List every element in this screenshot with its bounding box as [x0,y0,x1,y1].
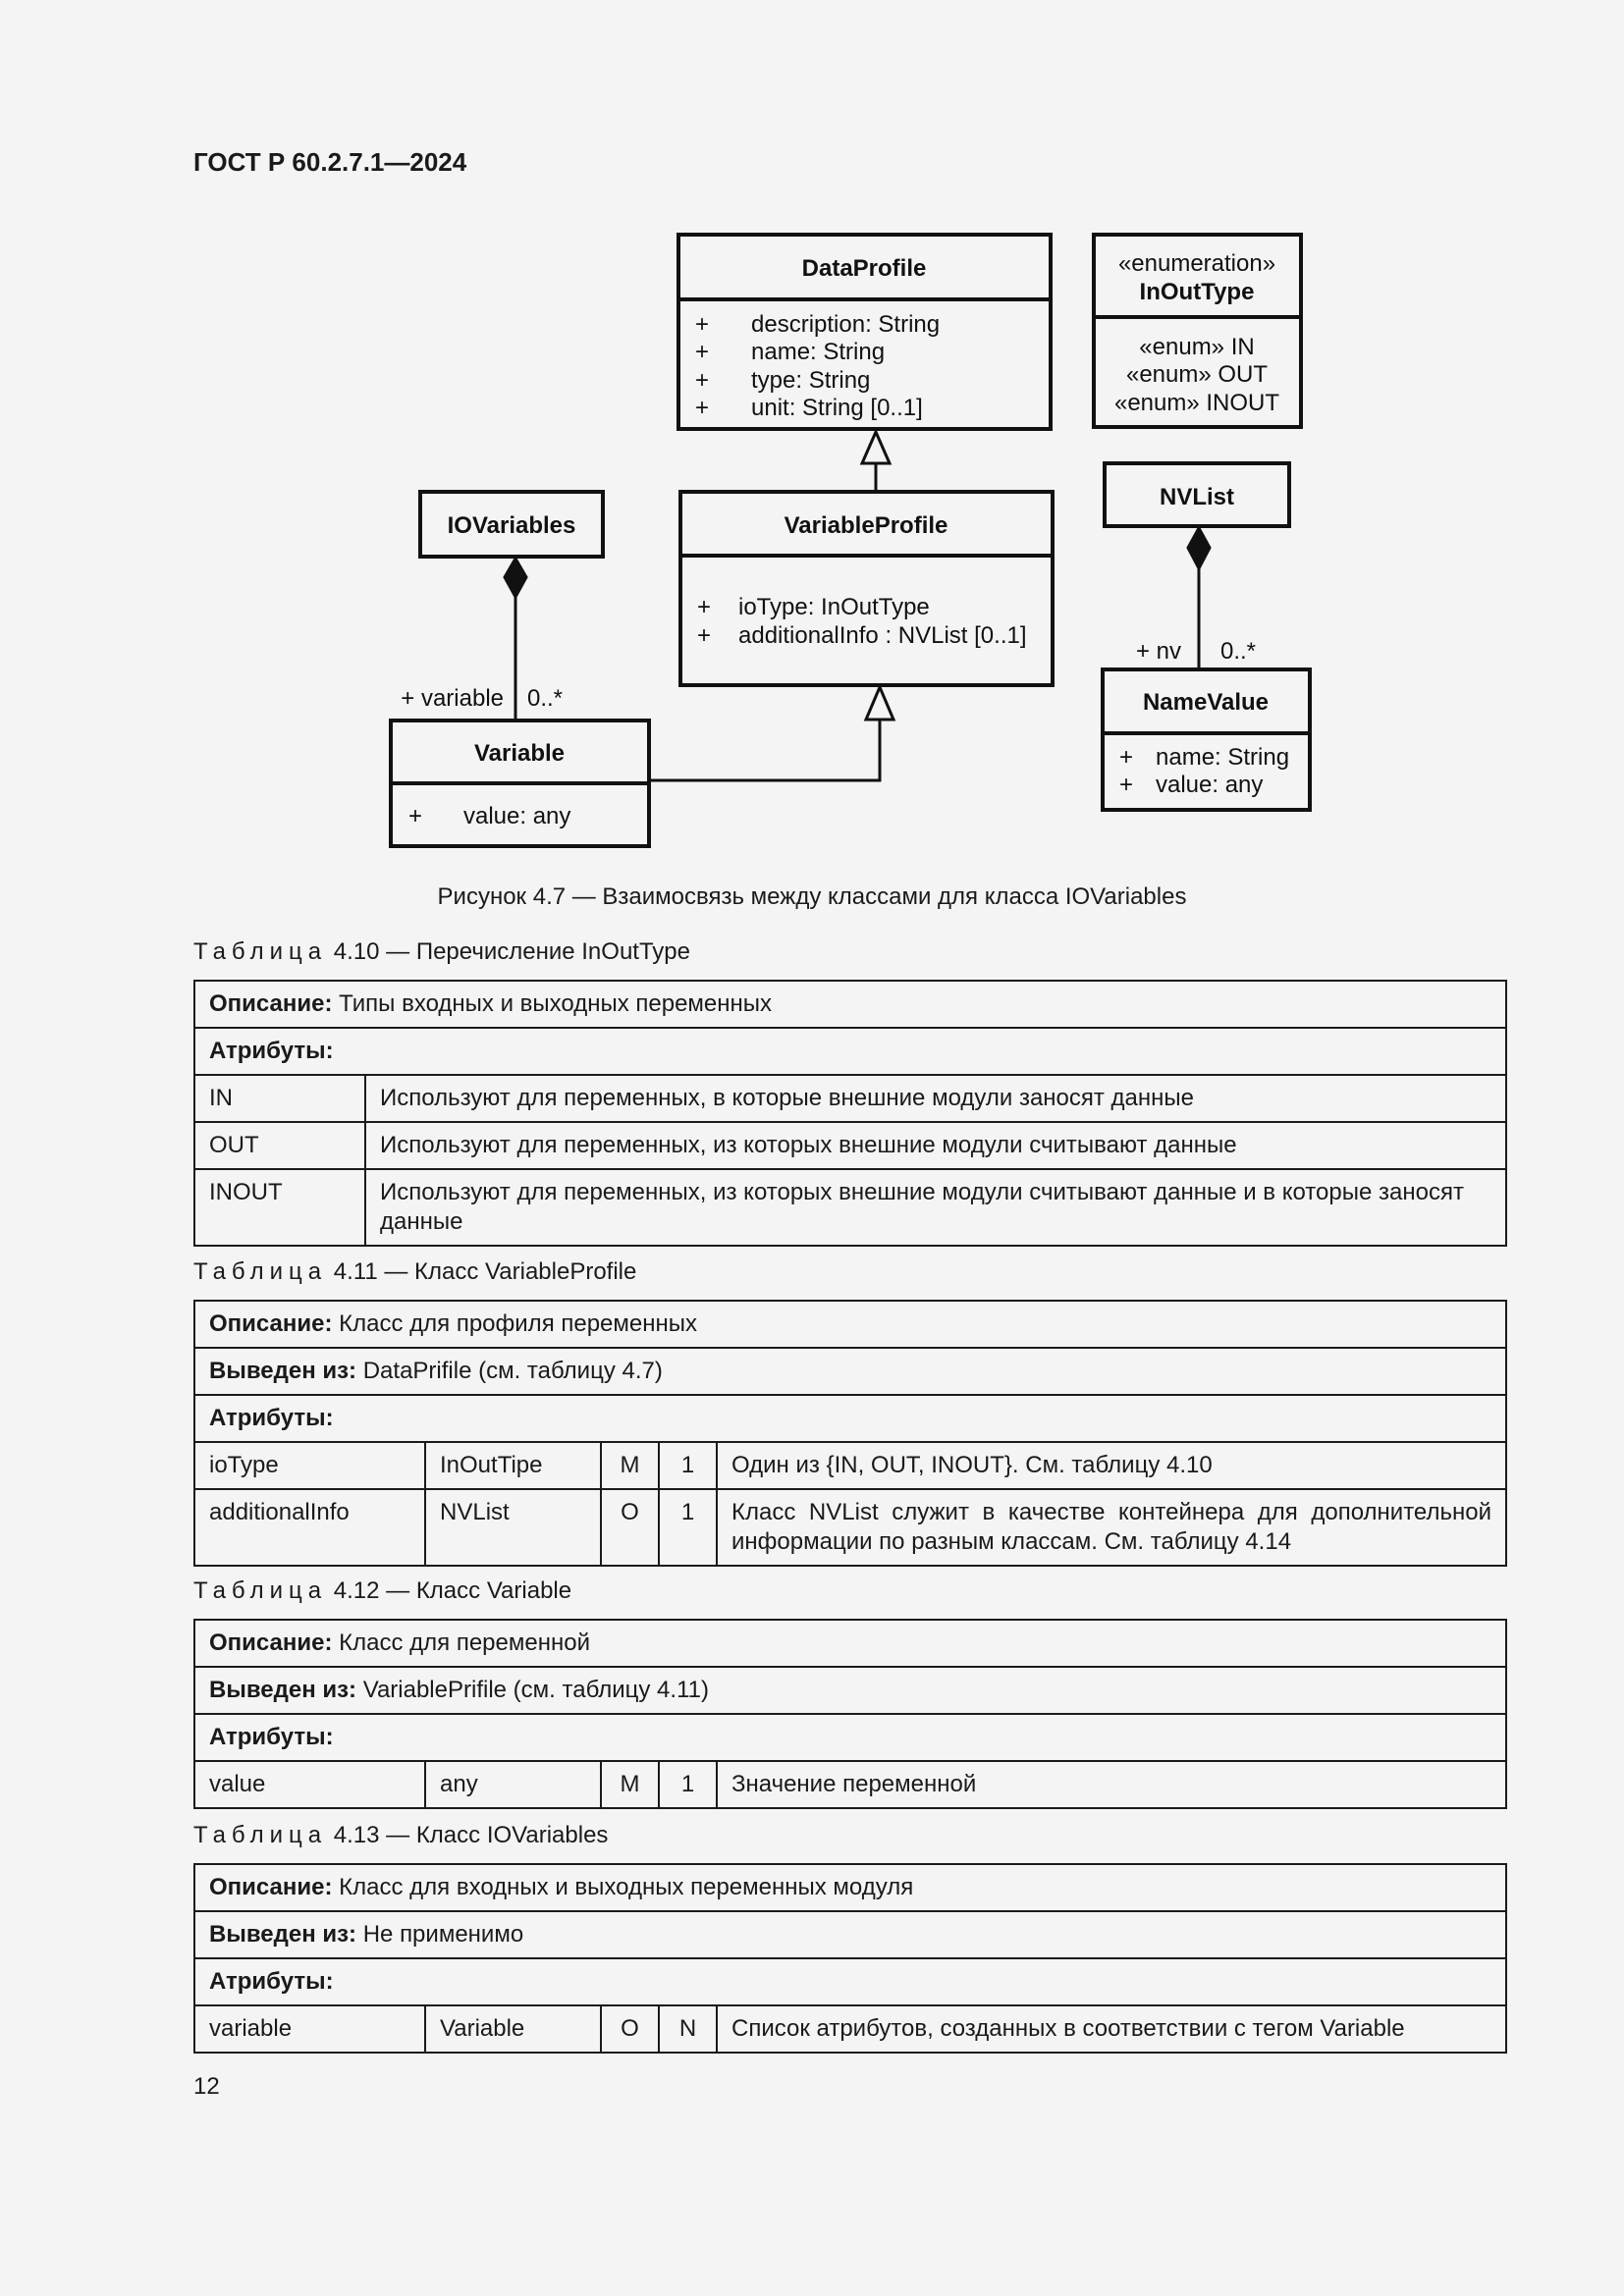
variableprofile-attr-vis: + [697,622,712,649]
variableprofile-attr-text: additionalInfo : NVList [0..1] [738,622,1027,649]
table-row [194,1301,1506,1348]
generalization-arrow-dataprofile [862,432,890,463]
attr-name: OUT [194,1122,365,1169]
dataprofile-attr-vis: + [695,395,710,421]
desc-text: Типы входных и выходных переменных [332,990,773,1017]
table-title-text: 4.11 — Класс VariableProfile [327,1258,637,1285]
table-row [194,1075,1506,1122]
iovariables-name: IOVariables [447,512,576,539]
table-row [194,1911,1506,1958]
inouttype-value: «enum» IN [1139,334,1255,360]
page-number: 12 [193,2073,220,2100]
variable-multiplicity-label: 0..* [527,685,564,712]
table-row [194,1442,1506,1489]
attrs-label: Атрибуты: [209,1038,334,1064]
table-row [194,981,1506,1028]
table-row [194,1620,1506,1667]
attr-requirement: O [601,2005,659,2053]
table-411-title [193,1258,636,1286]
generalization-line-variable [649,720,880,780]
dataprofile-attr-text: type: String [751,367,871,394]
dataprofile-attr-text: name: String [751,339,886,365]
attr-multiplicity: N [659,2005,717,2053]
variable-attr-text: value: any [463,803,571,829]
attr-text: Используют для переменных, в которые внешние модули заносят данные [365,1075,1506,1122]
uml-class-diagram [0,0,1624,864]
nv-role-label: + nv [1135,638,1181,665]
derived-text: DataPrifile (см. таблицу 4.7) [356,1358,663,1384]
desc-text: Класс для переменной [332,1629,590,1656]
attr-name: IN [194,1075,365,1122]
table-label: Таблица [193,1822,328,1848]
attr-name: ioType [194,1442,425,1489]
desc-label: Описание: [209,1629,333,1656]
table-412 [193,1619,1507,1809]
dataprofile-name: DataProfile [801,255,927,282]
namevalue-attr-vis: + [1119,772,1134,798]
dataprofile-attr-text: unit: String [0..1] [751,395,923,421]
table-410 [193,980,1507,1247]
dataprofile-attr-vis: + [695,339,710,365]
table-413 [193,1863,1507,2054]
attr-requirement: M [601,1761,659,1808]
derived-text: Не применимо [356,1921,524,1948]
attr-multiplicity: 1 [659,1489,717,1566]
table-row [194,1122,1506,1169]
namevalue-name: NameValue [1142,689,1270,716]
attrs-label: Атрибуты: [209,1405,334,1431]
table-412-title [193,1577,571,1605]
variable-name: Variable [473,740,566,767]
table-row [194,1489,1506,1566]
derived-label: Выведен из: [209,1677,357,1703]
variable-attr-vis: + [408,803,423,829]
derived-text: VariablePrifile (см. таблицу 4.11) [356,1677,709,1703]
table-row [194,1348,1506,1395]
attr-requirement: M [601,1442,659,1489]
table-row [194,1714,1506,1761]
variableprofile-name: VariableProfile [784,512,948,539]
desc-text: Класс для входных и выходных переменных модуля [332,1874,914,1900]
attr-text: Класс NVList служит в качестве контейнера для дополнительной информации по разным классам. См. таблицу 4.14 [717,1489,1506,1566]
nvlist-name: NVList [1159,484,1235,510]
table-411 [193,1300,1507,1567]
attrs-label: Атрибуты: [209,1968,334,1995]
table-410-title [193,938,690,966]
figure-caption: Рисунок 4.7 — Взаимосвязь между классами для класса IOVariables [437,883,1187,910]
table-row [194,1958,1506,2005]
attr-text: Используют для переменных, из которых внешние модули считывают данные [365,1122,1506,1169]
derived-label: Выведен из: [209,1921,357,1948]
inouttype-value: «enum» OUT [1125,361,1269,388]
table-row [194,1864,1506,1911]
attr-text: Используют для переменных, из которых внешние модули считывают данные и в которые заносят данные [365,1169,1506,1246]
attr-text: Значение переменной [717,1761,1506,1808]
attr-multiplicity: 1 [659,1761,717,1808]
inouttype-value: «enum» INOUT [1113,390,1280,416]
nv-multiplicity-label: 0..* [1220,638,1257,665]
composition-diamond-iovariables [505,559,526,597]
inouttype-stereotype: «enumeration» [1117,250,1276,277]
table-title-text: 4.10 — Перечисление InOutType [327,938,690,965]
table-row [194,1761,1506,1808]
variableprofile-attr-vis: + [697,594,712,620]
desc-text: Класс для профиля переменных [332,1310,697,1337]
attr-name: INOUT [194,1169,365,1246]
table-label: Таблица [193,938,328,965]
dataprofile-attrs [695,311,940,421]
dataprofile-attr-vis: + [695,311,710,338]
generalization-arrow-variableprofile [866,687,893,720]
table-label: Таблица [193,1577,328,1604]
attr-name: additionalInfo [194,1489,425,1566]
variable-role-label: + variable [401,685,504,712]
table-row [194,1667,1506,1714]
table-row [194,2005,1506,2053]
namevalue-attr-text: value: any [1156,772,1264,798]
namevalue-attr-text: name: String [1156,744,1290,771]
desc-label: Описание: [209,990,333,1017]
attrs-label: Атрибуты: [209,1724,334,1750]
table-row [194,1028,1506,1075]
attr-type: NVList [425,1489,601,1566]
table-label: Таблица [193,1258,328,1285]
attr-text: Один из {IN, OUT, INOUT}. См. таблицу 4.10 [717,1442,1506,1489]
attr-text: Список атрибутов, созданных в соответствии с тегом Variable [717,2005,1506,2053]
desc-label: Описание: [209,1874,333,1900]
composition-diamond-nvlist [1188,528,1210,568]
table-title-text: 4.12 — Класс Variable [327,1577,572,1604]
dataprofile-attr-text: description: String [751,311,941,338]
table-title-text: 4.13 — Класс IOVariables [327,1822,609,1848]
derived-label: Выведен из: [209,1358,357,1384]
dataprofile-attr-vis: + [695,367,710,394]
attr-multiplicity: 1 [659,1442,717,1489]
attr-requirement: O [601,1489,659,1566]
attr-type: InOutTipe [425,1442,601,1489]
attr-name: variable [194,2005,425,2053]
table-row [194,1395,1506,1442]
attr-name: value [194,1761,425,1808]
namevalue-attr-vis: + [1119,744,1134,771]
desc-label: Описание: [209,1310,333,1337]
table-413-title [193,1822,608,1849]
attr-type: Variable [425,2005,601,2053]
inouttype-name: InOutType [1139,279,1255,305]
attr-type: any [425,1761,601,1808]
document-header: ГОСТ Р 60.2.7.1—2024 [193,147,467,177]
table-row [194,1169,1506,1246]
variableprofile-attr-text: ioType: InOutType [738,594,930,620]
